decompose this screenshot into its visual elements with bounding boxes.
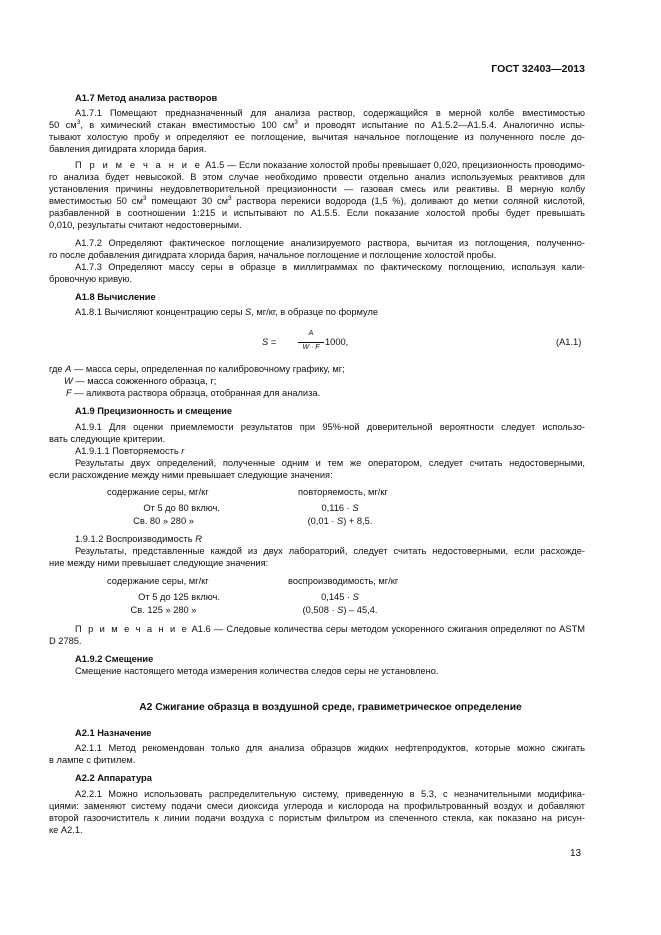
heading-a2-2: А2.2 Аппаратура bbox=[75, 773, 152, 783]
note-a1-5-line1: П р и м е ч а н и е А1.5 — Если показание холостой пробы превышает 0,020, прецизионность проводимо- bbox=[75, 160, 585, 170]
repro-row2-value: (0,508 · S) – 45,4. bbox=[302, 605, 378, 615]
note-a1-5-line6: 0,010, результаты считают недостоверными. bbox=[49, 220, 242, 230]
para-a1-7-2-line1: А1.7.2 Определяют фактическое поглощение анализируемого раствора, вычитая из поглощения, полученно- bbox=[75, 238, 585, 248]
para-a1-7-1-line2: 50 $см^3$, в химический стакан вместимостью 100 $см^3$ и проводят испытание по А1.5.2—А1.5.4. Аналогично испы- bbox=[49, 119, 585, 130]
rep-row1-range: От 5 до 80 включ. bbox=[143, 503, 220, 513]
para-a2-1-1-line2: в лампе с фитилем. bbox=[49, 755, 136, 765]
reproducibility-text-line2: ние между ними превышает следующие значения: bbox=[49, 558, 269, 568]
repeatability-text-line2: если расхождение между ними превышает следующие значения: bbox=[49, 470, 333, 480]
repro-row2-range: Св. 125 » 280 » bbox=[130, 605, 197, 615]
para-a2-2-1-line4: ке А2.1. bbox=[49, 825, 83, 835]
where-a: где A — масса серы, определенная по калибровочному графику, мг; bbox=[49, 364, 345, 374]
rep-col-content: содержание серы, мг/кг bbox=[107, 487, 209, 497]
rep-row1-value: 0,116 · S bbox=[321, 503, 359, 513]
para-a1-9-1-line1: А1.9.1 Для оценки приемлемости результатов при 95%-ной доверительной вероятности следует использо- bbox=[75, 422, 585, 432]
para-a1-8-1: А1.8.1 Вычисляют концентрацию серы S, мг/кг, в образце по формуле bbox=[75, 307, 379, 317]
rep-row2-value: (0,01 · S) + 8,5. bbox=[307, 516, 373, 526]
heading-a1-9: А1.9 Прецизионность и смещение bbox=[75, 406, 233, 416]
repro-col-value: воспроизводимость, мг/кг bbox=[288, 576, 399, 586]
para-a1-7-1-line1: А1.7.1 Помещают предназначенный для анализа раствор, содержащийся в мерной колбе вместимостью bbox=[75, 108, 585, 118]
repro-row1-range: От 5 до 125 включ. bbox=[138, 592, 220, 602]
para-bias: Смещение настоящего метода измерения количества следов серы не установлено. bbox=[75, 666, 439, 676]
formula-numerator: A bbox=[308, 330, 314, 337]
repro-col-content: содержание серы, мг/кг bbox=[107, 576, 209, 586]
repeatability-text-line1: Результаты двух определений, полученные одним и тем же оператором, следует считать недостоверными, bbox=[75, 458, 585, 468]
heading-a2-1: А2.1 Назначение bbox=[75, 728, 152, 738]
formula-denominator: W · F bbox=[302, 344, 320, 351]
document-number: ГОСТ 32403—2013 bbox=[491, 63, 585, 75]
formula-tail: 1000, bbox=[325, 337, 349, 347]
rep-row2-range: Св. 80 » 280 » bbox=[133, 516, 194, 526]
repro-row1-value: 0,145 · S bbox=[321, 592, 359, 602]
formula-fraction-bar bbox=[298, 342, 324, 343]
para-a1-7-3-line2: бровочную кривую. bbox=[49, 274, 133, 284]
where-f: F — аликвота раствора образца, отобранная для анализа. bbox=[66, 388, 321, 398]
heading-a1-7: А1.7 Метод анализа растворов bbox=[75, 93, 218, 103]
note-a1-5-line2: го анализа будет невысокой. В этом случае необходимо провести отдельно анализ используемых реактивов для bbox=[49, 172, 585, 182]
heading-reproducibility: 1.9.1.2 Воспроизводимость R bbox=[75, 534, 202, 544]
section-title-a2: А2 Сжигание образца в воздушной среде, гравиметрическое определение bbox=[139, 702, 522, 713]
note-a1-6-line2: D 2785. bbox=[49, 636, 82, 646]
reproducibility-text-line1: Результаты, представленные каждой из двух лабораторий, следует считать недостоверными, если расхожде- bbox=[75, 546, 585, 556]
heading-a1-8: А1.8 Вычисление bbox=[75, 292, 156, 302]
para-a1-7-3-line1: А1.7.3 Определяют массу серы в образце в миллиграммах по фактическому поглощению, используя кали- bbox=[75, 262, 585, 272]
para-a2-2-1-line1: А2.2.1 Можно использовать распределительную систему, приведенную в 5.3, с незначительными модифика- bbox=[75, 789, 585, 799]
para-a2-2-1-line3: второй газоочиститель к линии подачи воздуха с пористым фильтром из спеченного стекла, как показано на рисун- bbox=[49, 813, 585, 823]
page-number: 13 bbox=[570, 848, 582, 859]
rep-col-value: повторяемость, мг/кг bbox=[298, 487, 388, 497]
formula-number: (А1.1) bbox=[556, 337, 582, 347]
para-a1-7-1-line4: бавления дигидрата хлорида бария. bbox=[49, 144, 207, 154]
note-a1-5-line5: разбавленной в соотношении 1:215 и испытывают по А1.5.5. Если показание холостой пробы будет превышать bbox=[49, 208, 585, 218]
heading-repeatability: А1.9.1.1 Повторяемость r bbox=[75, 446, 185, 456]
para-a1-9-1-line2: вать следующие критерии. bbox=[49, 434, 166, 444]
heading-a1-9-2: А1.9.2 Смещение bbox=[75, 654, 154, 664]
note-a1-5-line4: вместимостью 50 $см^3$ помещают 30 $см^3$ раствора перекиси водорода (1,5 %), доливают до метки соляной кислотой, bbox=[49, 195, 585, 206]
para-a2-1-1-line1: А2.1.1 Метод рекомендован только для анализа образцов жидких нефтепродуктов, которые можно сжигать bbox=[75, 743, 585, 753]
para-a1-7-2-line2: го после добавления дигидрата хлорида бария, начальное поглощение и поглощение холостой пробы. bbox=[49, 250, 497, 260]
where-w: W — масса сожженного образца, г; bbox=[64, 376, 217, 386]
note-a1-6-line1: П р и м е ч а н и е А1.6 — Следовые количества серы методом ускоренного сжигания определяют по ASTM bbox=[75, 624, 585, 634]
formula-lhs: S = bbox=[262, 337, 277, 347]
note-a1-5-line3: установления причины неудовлетворительной прецизионности — газовая смесь или реактивы. В мерную колбу bbox=[49, 184, 585, 194]
para-a2-2-1-line2: циями: заменяют систему подачи смеси диоксида углерода и кислорода на профильтрованный воздух и добавляют bbox=[49, 801, 585, 811]
para-a1-7-1-line3: тывают холостую пробу и определяют ее поглощение, вычитая начальное поглощение из полученного после до- bbox=[49, 132, 585, 142]
